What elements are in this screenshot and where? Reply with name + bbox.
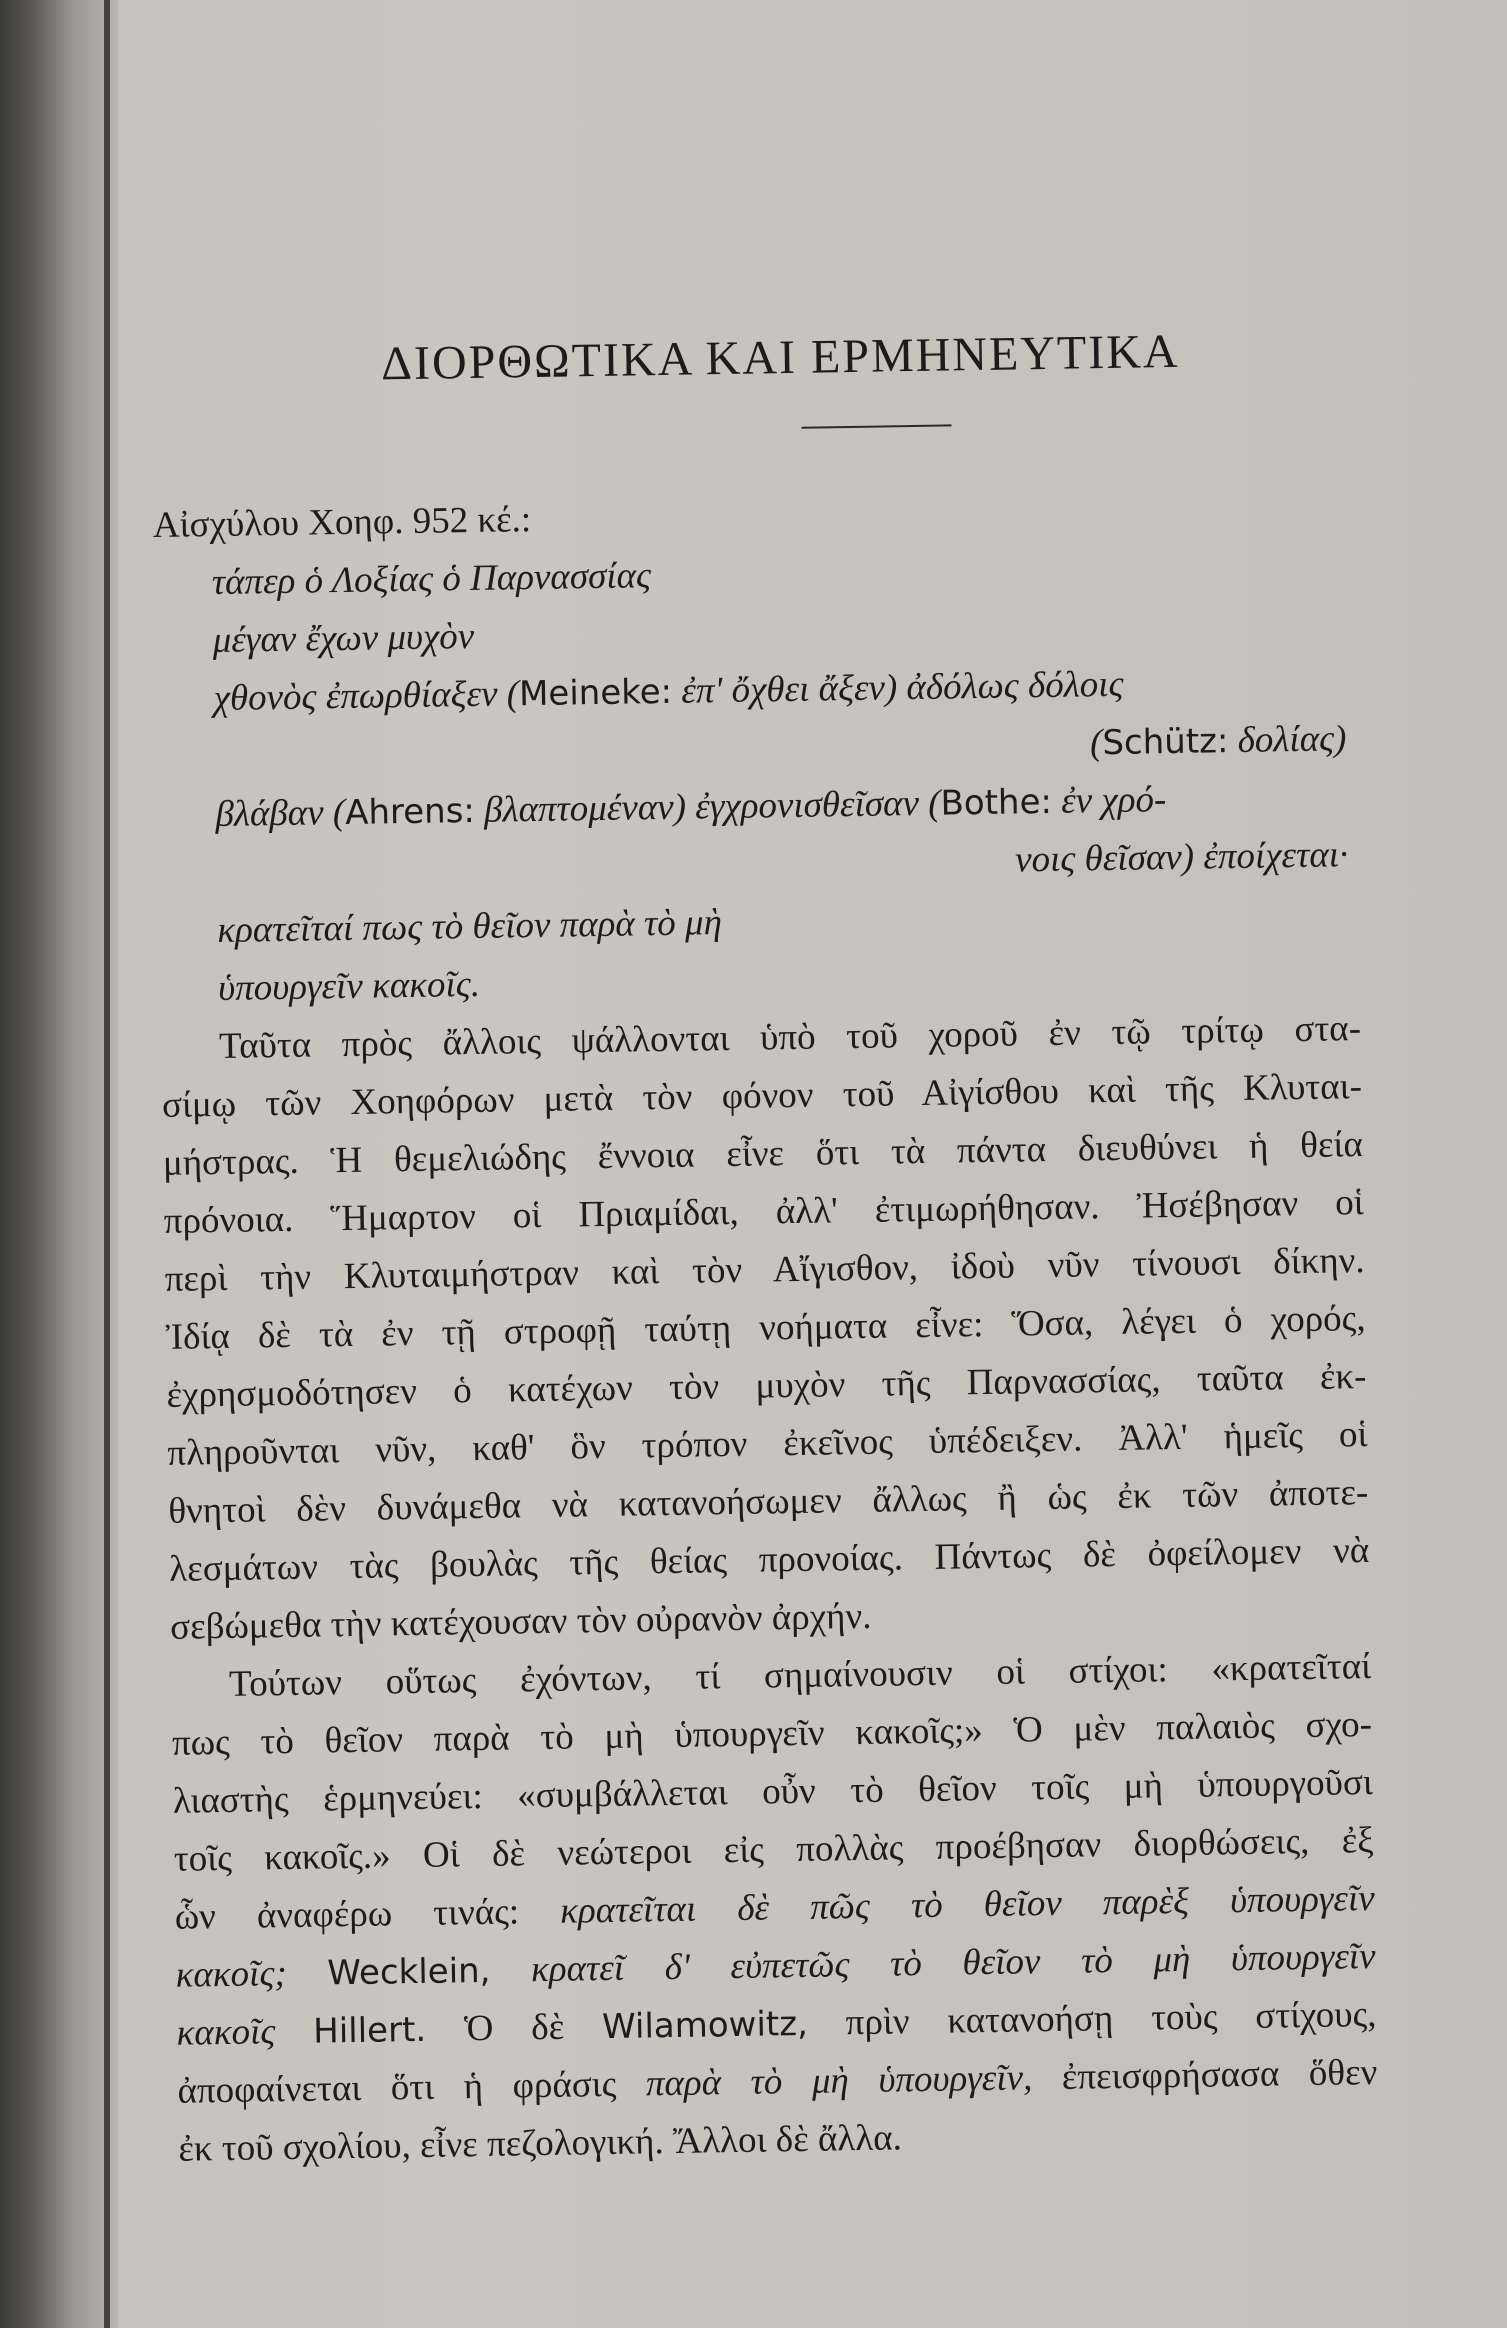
body-line: τοῖς κακοῖς.» Οἱ δὲ νεώτεροι εἰς πολλὰς προέβησαν διορθώσεις, ἐξ	[173, 1819, 1375, 1880]
verse-line: χθονὸς ἐπωρθίαξεν (Meineke: ἐπ' ὄχθει ἄξεν) ἀδόλως δόλοις	[213, 663, 1124, 720]
verse-line: μέγαν ἔχων μυχὸν	[212, 615, 475, 662]
body-line: κακοῖς; Wecklein, κρατεῖ δ' εὐπετῶς τὸ θεῖον τὸ μὴ ὑπουργεῖν	[175, 1935, 1376, 1996]
verse-line: κρατεῖταί πως τὸ θεῖον παρὰ τὸ μὴ	[216, 902, 723, 952]
verse-line: βλάβαν (Ahrens: βλαπτομέναν) ἐγχρονισθεῖσαν (Bothe: ἐν χρό-	[215, 779, 1167, 836]
scholar-name: Bothe:	[940, 781, 1053, 824]
body-line: πληροῦνται νῦν, καθ' ὃν τρόπον ἐκεῖνος ὑπέδειξεν. Ἀλλ' ἡμεῖς οἱ	[167, 1414, 1368, 1474]
body-line: ἀποφαίνεται ὅτι ἡ φράσις παρὰ τὸ μὴ ὑπουργεῖν, ἐπεισφρήσασα ὅθεν	[177, 2051, 1378, 2112]
body-line: ὧν ἀναφέρω τινάς: κρατεῖται δὲ πῶς τὸ θεῖον παρὲξ ὑπουργεῖν	[174, 1877, 1375, 1938]
book-spine-shadow	[0, 0, 118, 2328]
citation: Αἰσχύλου Χοηφ. 952 κέ.:	[152, 499, 532, 546]
body-line: σεβώμεθα τὴν κατέχουσαν τὸν οὐρανὸν ἀρχήν.	[169, 1595, 872, 1648]
scholar-name: Meineke:	[518, 671, 673, 715]
scholar-name: Schütz:	[1102, 721, 1229, 764]
scholar-name: Hillert.	[312, 2009, 427, 2052]
verse-line: τάπερ ὁ Λοξίας ὁ Παρνασσίας	[211, 555, 652, 604]
body-line: μήστρας. Ἡ θεμελιώδης ἔννοια εἶνε ὅτι τὰ πάντα διευθύνει ἡ θεία	[162, 1124, 1364, 1184]
verse-line: ὑπουργεῖν κακοῖς.	[217, 963, 481, 1010]
title-rule	[801, 424, 951, 428]
body-line: ἐχρησμοδότησεν ὁ κατέχων τὸν μυχὸν τῆς Παρνασσίας, ταῦτα ἐκ-	[166, 1356, 1367, 1416]
body-line: σίμῳ τῶν Χοηφόρων μετὰ τὸν φόνον τοῦ Αἰγίσθου καὶ τῆς Κλυται-	[161, 1066, 1363, 1126]
scholar-name: Wecklein,	[327, 1950, 491, 1994]
body-line: πως τὸ θεῖον παρὰ τὸ μὴ ὑπουργεῖν κακοῖς;» Ὁ μὲν παλαιὸς σχο-	[171, 1703, 1373, 1764]
body-line: περὶ τὴν Κλυταιμήστραν καὶ τὸν Αἴγισθον, ἰδοὺ νῦν τίνουσι δίκην.	[164, 1240, 1365, 1300]
body-line: ἐκ τοῦ σχολίου, εἶνε πεζολογική. Ἄλλοι δὲ ἄλλα.	[178, 2117, 903, 2170]
binding-edge	[104, 0, 110, 2328]
verse-line: (Schütz: δολίας)	[1089, 718, 1347, 764]
body-line: Ταῦτα πρὸς ἄλλοις ψάλλονται ὑπὸ τοῦ χοροῦ ἐν τῷ τρίτῳ στα-	[218, 1008, 1362, 1067]
page-title: ΔΙΟΡΘΩΤΙΚΑ ΚΑΙ ΕΡΜΗΝΕΥΤΙΚΑ	[380, 324, 1180, 391]
body-line: λεσμάτων τὰς βουλὰς τῆς θείας προνοίας. Πάντως δὲ ὀφείλομεν νὰ	[168, 1530, 1370, 1590]
verse-line: νοις θεῖσαν) ἐποίχεται·	[1014, 834, 1349, 881]
scholar-name: Wilamowitz,	[601, 2003, 809, 2048]
body-line: κακοῖς Hillert. Ὁ δὲ Wilamowitz, πρὶν κατανοήσῃ τοὺς στίχους,	[176, 1993, 1377, 2054]
body-line: πρόνοια. Ἥμαρτον οἱ Πριαμίδαι, ἀλλ' ἐτιμωρήθησαν. Ἠσέβησαν οἱ	[163, 1182, 1365, 1242]
body-line: λιαστὴς ἑρμηνεύει: «συμβάλλεται οὖν τὸ θεῖον τοῖς μὴ ὑπουργοῦσι	[172, 1761, 1374, 1822]
scholar-name: Ahrens:	[344, 790, 476, 833]
body-line: Ἰδίᾳ δὲ τὰ ἐν τῇ στροφῇ ταύτῃ νοήματα εἶνε: Ὅσα, λέγει ὁ χορός,	[165, 1298, 1366, 1358]
body-line: Τούτων οὕτως ἐχόντων, τί σημαίνουσιν οἱ στίχοι: «κρατεῖταί	[228, 1645, 1372, 1705]
page-text	[150, 321, 1379, 2179]
body-line: θνητοὶ δὲν δυνάμεθα νὰ κατανοήσωμεν ἄλλως ἢ ὡς ἐκ τῶν ἀποτε-	[168, 1472, 1369, 1532]
